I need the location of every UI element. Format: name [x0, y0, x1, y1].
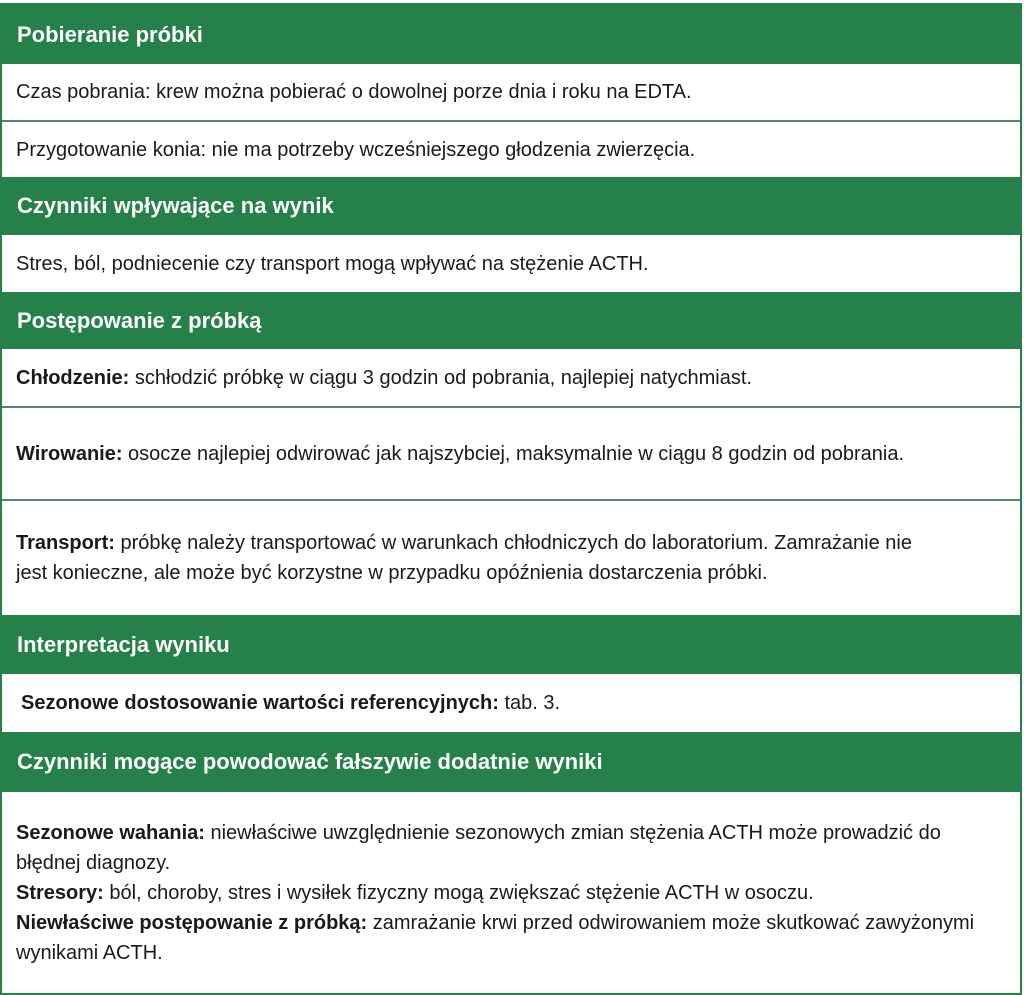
row-text: niewłaściwe uwzględnienie sezonowych zmian stężenia ACTH może prowadzić do błędnej diagnozy. — [16, 821, 941, 874]
table-row — [2, 235, 1020, 292]
section-header-false-positives — [2, 732, 1020, 792]
row-label: Niewłaściwe postępowanie z próbką: — [16, 911, 368, 934]
row-label: Sezonowe wahania: — [16, 821, 205, 844]
table-row — [2, 499, 1020, 615]
row-text: tab. 3. — [498, 692, 561, 714]
section-title: Postępowanie z próbką — [17, 307, 262, 333]
row-text: zamrażanie krwi przed odwirowaniem może skutkować zawyżonymi wynikami ACTH. — [16, 911, 975, 964]
row-text: Czas pobrania: krew można pobierać o dowolnej porze dnia i roku na EDTA. — [16, 81, 692, 103]
section-header-interpretation — [2, 615, 1020, 674]
row-label: Stresory: — [16, 881, 104, 904]
row-text: schłodzić próbkę w ciągu 3 godzin od pobrania, najlepiej natychmiast. — [129, 366, 752, 389]
section-title: Pobieranie próbki — [17, 21, 203, 47]
section-header-sample-handling — [2, 292, 1020, 349]
row-text: osocze najlepiej odwirować jak najszybciej, maksymalnie w ciągu 8 godzin od pobrania. — [122, 442, 905, 465]
table-row — [2, 406, 1020, 499]
table-row — [2, 64, 1020, 120]
section-title: Interpretacja wyniku — [17, 631, 230, 657]
info-table — [0, 3, 1022, 995]
row-text: Stres, ból, podniecenie czy transport mogą wpływać na stężenie ACTH. — [16, 252, 649, 275]
table-row — [2, 120, 1020, 177]
table-row — [2, 674, 1020, 732]
table-row — [2, 349, 1020, 406]
section-title: Czynniki mogące powodować fałszywie dodatnie wyniki — [17, 749, 603, 774]
row-label: Sezonowe dostosowanie wartości referencyjnych: — [21, 692, 499, 714]
section-header-sample-collection — [2, 5, 1020, 64]
table-row — [2, 792, 1020, 993]
row-text: ból, choroby, stres i wysiłek fizyczny mogą zwiększać stężenie ACTH w osoczu. — [103, 881, 814, 904]
list-item — [16, 878, 1006, 908]
row-label: Transport: — [16, 532, 115, 554]
section-title: Czynniki wpływające na wynik — [17, 193, 334, 218]
row-text: próbkę należy transportować w warunkach chłodniczych do laboratorium. Zamrażanie nie jest konieczne, ale może być korzystne w przypadku opóźnienia dostarczenia próbki. — [16, 532, 912, 584]
section-header-factors — [2, 177, 1020, 235]
row-label: Chłodzenie: — [16, 366, 130, 389]
row-text: Przygotowanie konia: nie ma potrzeby wcześniejszego głodzenia zwierzęcia. — [16, 138, 696, 161]
list-item — [16, 818, 1006, 878]
list-item — [16, 908, 1006, 968]
row-label: Wirowanie: — [16, 442, 123, 465]
